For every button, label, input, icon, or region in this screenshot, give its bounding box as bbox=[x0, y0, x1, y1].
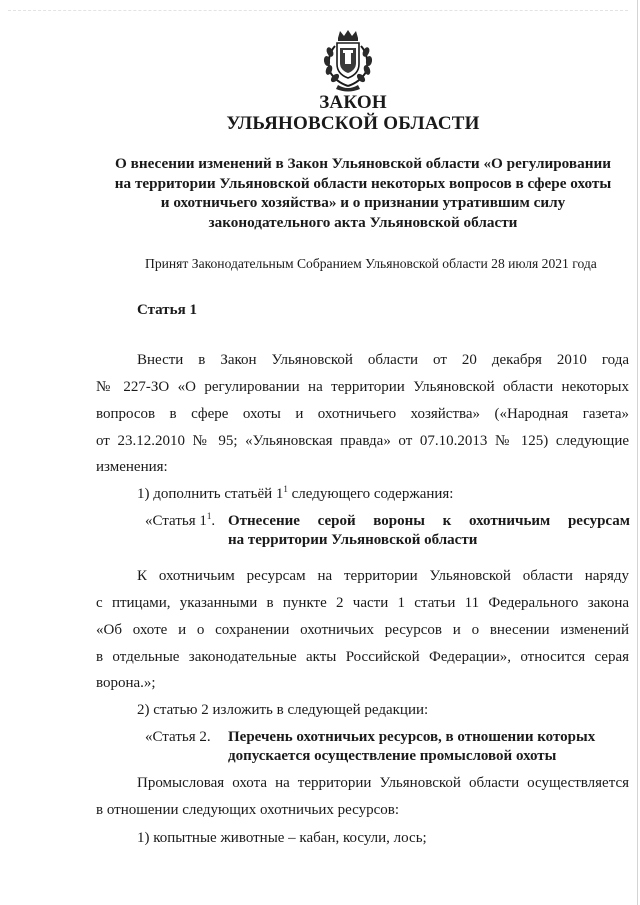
subject-line: О внесении изменений в Закон Ульяновской области «О регулировании bbox=[115, 155, 611, 172]
hunting-paragraph-line: в отношении следующих охотничьих ресурсов: bbox=[96, 802, 400, 818]
new-article-title-line: на территории Ульяновской области bbox=[228, 532, 478, 548]
article-2-title-line: допускается осуществление промысловой охоты bbox=[228, 748, 557, 764]
crow-paragraph-line: с птицами, указанными в пункте 2 части 1 статьи 11 Федерального закона bbox=[96, 595, 629, 611]
label-text: «Статья 1 bbox=[145, 513, 207, 529]
item-superscript: 1 bbox=[283, 484, 288, 494]
intro-line: № 227-ЗО «О регулировании на территории Ульяновской области некоторых bbox=[96, 379, 629, 395]
hoofed-animals-item: 1) копытные животные – кабан, косули, лось; bbox=[137, 830, 427, 846]
intro-line: вопросов в сфере охоты и охотничьего хозяйства» («Народная газета» bbox=[96, 406, 629, 422]
coat-of-arms-icon bbox=[318, 28, 378, 94]
article-heading: Статья 1 bbox=[137, 302, 197, 318]
label-tail: . bbox=[211, 513, 216, 529]
intro-line: изменения: bbox=[96, 459, 168, 475]
law-title-word: ЗАКОН bbox=[319, 92, 387, 113]
crow-paragraph-line: «Об охоте и о сохранении охотничьих ресурсов и о внесении изменений bbox=[96, 622, 629, 638]
subject-line: и охотничьего хозяйства» и о признании утратившим силу bbox=[160, 194, 566, 211]
label-superscript: 1 bbox=[206, 511, 212, 521]
subject-line: на территории Ульяновской области некоторых вопросов в сфере охоты bbox=[114, 174, 612, 192]
subject-line: законодательного акта Ульяновской области bbox=[208, 213, 518, 231]
amendment-item-2: 2) статью 2 изложить в следующей редакции: bbox=[137, 702, 429, 718]
amendment-item-1 bbox=[137, 484, 453, 505]
crow-paragraph-line: К охотничьим ресурсам на территории Ульяновской области наряду bbox=[137, 568, 629, 584]
law-title-region: УЛЬЯНОВСКОЙ ОБЛАСТИ bbox=[226, 113, 480, 134]
intro-line: от 23.12.2010 № 95; «Ульяновская правда» от 07.10.2013 № 125) следующие bbox=[96, 433, 629, 449]
crow-paragraph-line: ворона.»; bbox=[96, 675, 156, 691]
article-2-label: «Статья 2. bbox=[145, 729, 211, 745]
new-article-label bbox=[145, 511, 215, 532]
adoption-note: Принят Законодательным Собранием Ульяновской области 28 июля 2021 года bbox=[145, 256, 597, 271]
scan-right-edge bbox=[637, 0, 638, 905]
intro-line: Внести в Закон Ульяновской области от 20 декабря 2010 года bbox=[137, 352, 629, 368]
item-text: 1) дополнить статьёй 1 bbox=[137, 486, 284, 502]
new-article-title-line: Отнесение серой вороны к охотничьим ресурсам bbox=[228, 513, 630, 529]
law-subject-heading bbox=[96, 154, 630, 232]
crow-paragraph-line: в отдельные законодательные акты Российской Федерации», относится серая bbox=[96, 649, 629, 665]
scan-top-edge bbox=[8, 10, 628, 11]
hunting-paragraph-line: Промысловая охота на территории Ульяновской области осуществляется bbox=[137, 775, 629, 791]
article-2-title-line: Перечень охотничьих ресурсов, в отношении которых bbox=[228, 729, 596, 745]
item-text-tail: следующего содержания: bbox=[287, 486, 454, 502]
